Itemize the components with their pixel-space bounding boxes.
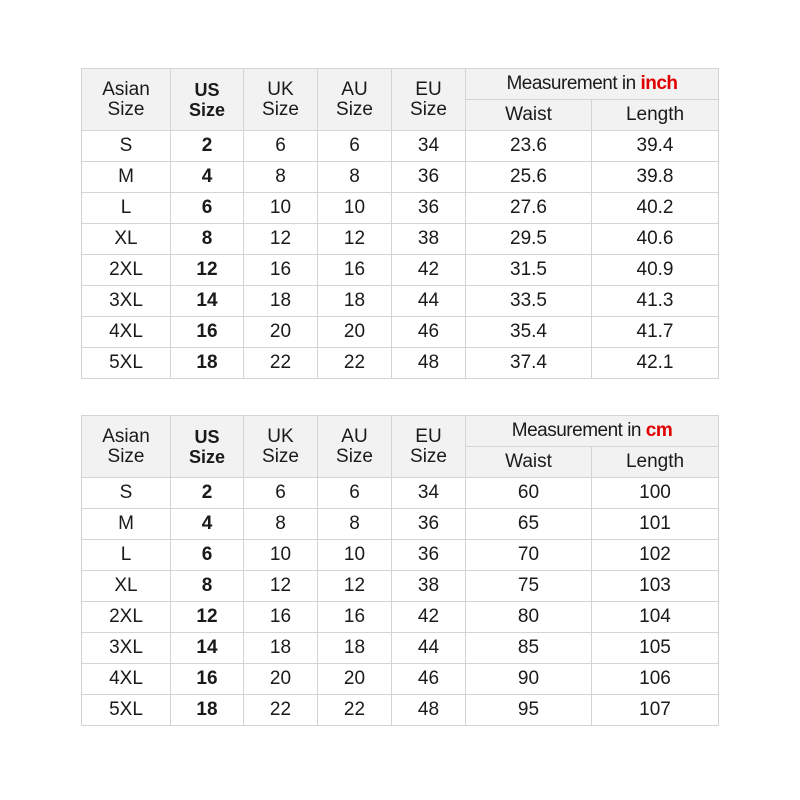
header-au-size: AU Size xyxy=(318,416,392,478)
cell-waist: 23.6 xyxy=(466,131,592,162)
table-row xyxy=(82,286,719,317)
cell-length: 40.9 xyxy=(592,255,719,286)
cell-uk-size: 20 xyxy=(244,317,318,348)
header-uk-size: UK Size xyxy=(244,416,318,478)
measurement-unit: cm xyxy=(645,420,673,441)
table-row xyxy=(82,509,719,540)
table-row xyxy=(82,348,719,379)
cell-eu-size: 36 xyxy=(392,540,466,571)
cell-eu-size: 42 xyxy=(392,602,466,633)
table-row xyxy=(82,317,719,348)
cell-eu-size: 48 xyxy=(392,695,466,726)
cell-eu-size: 38 xyxy=(392,224,466,255)
cell-eu-size: 36 xyxy=(392,193,466,224)
cell-eu-size: 36 xyxy=(392,509,466,540)
cell-us-size: 18 xyxy=(171,348,244,379)
cell-au-size: 6 xyxy=(318,131,392,162)
table-row xyxy=(82,602,719,633)
cell-us-size: 14 xyxy=(171,286,244,317)
header-asian-size: Asian Size xyxy=(82,416,171,478)
header-measurement-title: Measurement in inch xyxy=(466,69,719,100)
cell-asian-size: M xyxy=(82,509,171,540)
cell-us-size: 4 xyxy=(171,509,244,540)
cell-eu-size: 36 xyxy=(392,162,466,193)
cell-length: 102 xyxy=(592,540,719,571)
cell-length: 100 xyxy=(592,478,719,509)
cell-us-size: 6 xyxy=(171,540,244,571)
cell-au-size: 20 xyxy=(318,317,392,348)
cell-us-size: 8 xyxy=(171,571,244,602)
table-row xyxy=(82,664,719,695)
cell-length: 39.8 xyxy=(592,162,719,193)
cell-us-size: 16 xyxy=(171,317,244,348)
cell-asian-size: 4XL xyxy=(82,317,171,348)
cell-asian-size: 3XL xyxy=(82,633,171,664)
cell-uk-size: 16 xyxy=(244,602,318,633)
cell-us-size: 8 xyxy=(171,224,244,255)
cell-au-size: 22 xyxy=(318,695,392,726)
cell-waist: 29.5 xyxy=(466,224,592,255)
cell-us-size: 2 xyxy=(171,478,244,509)
cell-asian-size: M xyxy=(82,162,171,193)
cell-eu-size: 34 xyxy=(392,478,466,509)
cell-waist: 33.5 xyxy=(466,286,592,317)
table-row xyxy=(82,224,719,255)
cell-au-size: 22 xyxy=(318,348,392,379)
cell-asian-size: 3XL xyxy=(82,286,171,317)
cell-waist: 70 xyxy=(466,540,592,571)
cell-au-size: 10 xyxy=(318,193,392,224)
header-waist: Waist xyxy=(466,100,592,131)
cell-eu-size: 46 xyxy=(392,317,466,348)
cell-au-size: 18 xyxy=(318,633,392,664)
cell-asian-size: L xyxy=(82,193,171,224)
table-row xyxy=(82,633,719,664)
cell-au-size: 16 xyxy=(318,602,392,633)
cell-asian-size: 2XL xyxy=(82,255,171,286)
cell-length: 105 xyxy=(592,633,719,664)
cell-waist: 80 xyxy=(466,602,592,633)
size-table-inch xyxy=(81,68,719,379)
cell-length: 40.2 xyxy=(592,193,719,224)
cell-waist: 60 xyxy=(466,478,592,509)
cell-uk-size: 20 xyxy=(244,664,318,695)
cell-asian-size: L xyxy=(82,540,171,571)
cell-au-size: 16 xyxy=(318,255,392,286)
header-eu-size: EU Size xyxy=(392,69,466,131)
cell-uk-size: 12 xyxy=(244,224,318,255)
cell-uk-size: 22 xyxy=(244,348,318,379)
cell-au-size: 20 xyxy=(318,664,392,695)
cell-uk-size: 10 xyxy=(244,193,318,224)
cell-uk-size: 8 xyxy=(244,509,318,540)
cell-us-size: 12 xyxy=(171,602,244,633)
table-row xyxy=(82,571,719,602)
header-waist: Waist xyxy=(466,447,592,478)
cell-length: 101 xyxy=(592,509,719,540)
cell-uk-size: 18 xyxy=(244,286,318,317)
cell-length: 104 xyxy=(592,602,719,633)
cell-eu-size: 44 xyxy=(392,633,466,664)
cell-asian-size: S xyxy=(82,131,171,162)
cell-waist: 35.4 xyxy=(466,317,592,348)
cell-us-size: 4 xyxy=(171,162,244,193)
table-row xyxy=(82,162,719,193)
cell-asian-size: S xyxy=(82,478,171,509)
cell-au-size: 10 xyxy=(318,540,392,571)
cell-waist: 85 xyxy=(466,633,592,664)
cell-us-size: 16 xyxy=(171,664,244,695)
cell-length: 107 xyxy=(592,695,719,726)
cell-asian-size: XL xyxy=(82,224,171,255)
cell-waist: 37.4 xyxy=(466,348,592,379)
cell-au-size: 8 xyxy=(318,509,392,540)
cell-uk-size: 6 xyxy=(244,131,318,162)
cell-au-size: 8 xyxy=(318,162,392,193)
cell-asian-size: 5XL xyxy=(82,695,171,726)
cell-waist: 90 xyxy=(466,664,592,695)
cell-eu-size: 38 xyxy=(392,571,466,602)
header-us-size: US Size xyxy=(171,416,244,478)
measurement-unit: inch xyxy=(640,73,678,94)
cell-us-size: 12 xyxy=(171,255,244,286)
cell-us-size: 2 xyxy=(171,131,244,162)
cell-eu-size: 42 xyxy=(392,255,466,286)
cell-waist: 75 xyxy=(466,571,592,602)
cell-uk-size: 22 xyxy=(244,695,318,726)
cell-us-size: 18 xyxy=(171,695,244,726)
header-measurement-title: Measurement in cm xyxy=(466,416,719,447)
size-table-cm xyxy=(81,415,719,726)
table-row xyxy=(82,131,719,162)
cell-waist: 95 xyxy=(466,695,592,726)
cell-au-size: 18 xyxy=(318,286,392,317)
table-row xyxy=(82,255,719,286)
cell-asian-size: 2XL xyxy=(82,602,171,633)
header-eu-size: EU Size xyxy=(392,416,466,478)
header-length: Length xyxy=(592,447,719,478)
cell-waist: 27.6 xyxy=(466,193,592,224)
cell-asian-size: 5XL xyxy=(82,348,171,379)
cell-us-size: 6 xyxy=(171,193,244,224)
cell-au-size: 12 xyxy=(318,571,392,602)
cell-asian-size: 4XL xyxy=(82,664,171,695)
cell-length: 39.4 xyxy=(592,131,719,162)
cell-eu-size: 34 xyxy=(392,131,466,162)
header-length: Length xyxy=(592,100,719,131)
cell-uk-size: 8 xyxy=(244,162,318,193)
cell-asian-size: XL xyxy=(82,571,171,602)
cell-uk-size: 12 xyxy=(244,571,318,602)
cell-length: 40.6 xyxy=(592,224,719,255)
cell-uk-size: 18 xyxy=(244,633,318,664)
cell-uk-size: 6 xyxy=(244,478,318,509)
header-uk-size: UK Size xyxy=(244,69,318,131)
cell-uk-size: 10 xyxy=(244,540,318,571)
header-au-size: AU Size xyxy=(318,69,392,131)
cell-eu-size: 46 xyxy=(392,664,466,695)
table-row xyxy=(82,478,719,509)
cell-waist: 65 xyxy=(466,509,592,540)
table-row xyxy=(82,193,719,224)
cell-length: 106 xyxy=(592,664,719,695)
cell-length: 41.7 xyxy=(592,317,719,348)
cell-eu-size: 48 xyxy=(392,348,466,379)
cell-au-size: 6 xyxy=(318,478,392,509)
cell-waist: 25.6 xyxy=(466,162,592,193)
header-us-size: US Size xyxy=(171,69,244,131)
cell-waist: 31.5 xyxy=(466,255,592,286)
cell-length: 103 xyxy=(592,571,719,602)
cell-au-size: 12 xyxy=(318,224,392,255)
cell-uk-size: 16 xyxy=(244,255,318,286)
cell-eu-size: 44 xyxy=(392,286,466,317)
table-row xyxy=(82,540,719,571)
header-asian-size: Asian Size xyxy=(82,69,171,131)
cell-length: 42.1 xyxy=(592,348,719,379)
table-row xyxy=(82,695,719,726)
cell-length: 41.3 xyxy=(592,286,719,317)
cell-us-size: 14 xyxy=(171,633,244,664)
